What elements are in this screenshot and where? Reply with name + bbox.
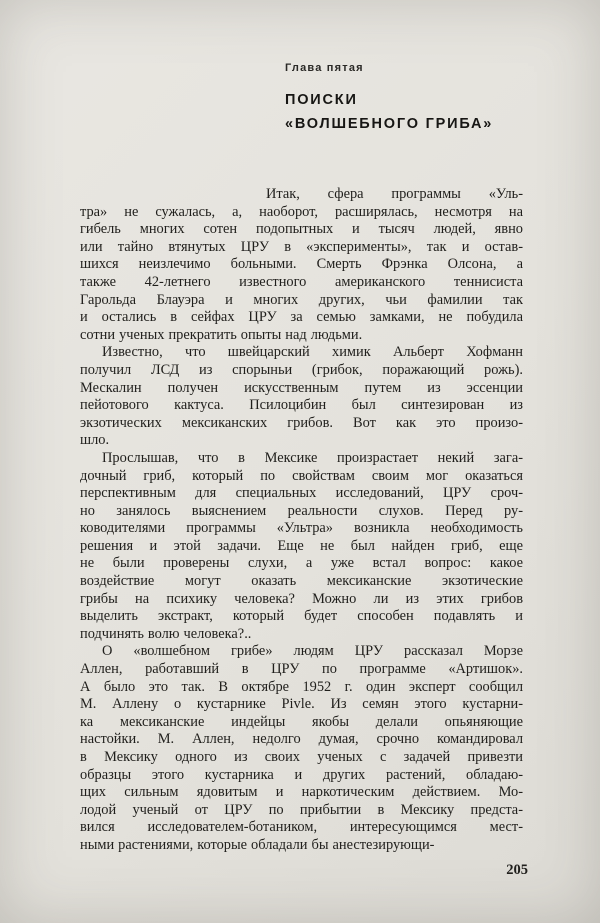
text-line: грибы на психику человека? Можно ли из этих грибов bbox=[80, 590, 523, 607]
page-number: 205 bbox=[506, 862, 528, 878]
text-line: выделить экстракт, который будет способен подавлять и bbox=[80, 608, 523, 625]
text-line: М. Аллену о кустарнике Pivle. Из семян этого кустарни- bbox=[80, 696, 523, 713]
text-line: О «волшебном грибе» людям ЦРУ рассказал Морзе bbox=[102, 643, 523, 660]
text-line: ка мексиканские индейцы якобы делали опьяняющие bbox=[80, 713, 523, 730]
text-line: Мескалин получен искусственным путем из эссенции bbox=[80, 379, 523, 396]
text-line: гибель многих сотен подопытных и тысяч людей, явно bbox=[80, 221, 523, 238]
text-line: не были проверены слухи, а уже встал вопрос: какое bbox=[80, 555, 523, 572]
text-line: щих сильным ядовитым и наркотическим действием. Мо- bbox=[80, 784, 523, 801]
text-line: перспективным для специальных исследований, ЦРУ сроч- bbox=[80, 485, 523, 502]
text-line: экзотических мексиканских грибов. Вот как это произо- bbox=[80, 414, 523, 431]
text-line: вился исследователем-ботаником, интересующимся мест- bbox=[80, 819, 523, 836]
text-line: но занялось выяснением реальности слухов. Перед ру- bbox=[80, 502, 523, 519]
text-line: воздействие могут оказать мексиканские экзотические bbox=[80, 573, 523, 590]
text-line: также 42-летнего известного американского теннисиста bbox=[80, 273, 523, 290]
text-line: А было это так. В октябре 1952 г. один эксперт сообщил bbox=[80, 678, 523, 695]
text-line: сотни ученых прекратить опыты над людьми. bbox=[80, 326, 363, 343]
chapter-title bbox=[285, 88, 493, 136]
chapter-label: Глава пятая bbox=[285, 62, 364, 74]
text-line: образцы этого кустарника и других растений, обладаю- bbox=[80, 766, 523, 783]
text-line: подчинять волю человека?.. bbox=[80, 625, 252, 642]
text-line: ными растениями, которые обладали бы анестезирующи- bbox=[80, 836, 435, 853]
text-line: настойки. М. Аллен, недолго думая, срочно командировал bbox=[80, 731, 523, 748]
text-line: шло. bbox=[80, 432, 110, 449]
text-line: пейотового кактуса. Псилоцибин был синтезирован из bbox=[80, 397, 523, 414]
text-line: ководителями программы «Ультра» возникла необходимость bbox=[80, 520, 523, 537]
text-line: тра» не сужалась, а, наоборот, расширялась, несмотря на bbox=[80, 203, 523, 220]
text-line: в Мексику одного из своих ученых с задачей привезти bbox=[80, 749, 523, 765]
chapter-title-line2: «ВОЛШЕБНОГО ГРИБА» bbox=[285, 116, 494, 132]
paragraph bbox=[80, 450, 523, 644]
text-line: и остались в сейфах ЦРУ за семью замками, не побудила bbox=[80, 309, 523, 326]
text-line: дочный гриб, который по свойствам своим мог оказаться bbox=[80, 467, 523, 484]
paragraph bbox=[80, 344, 523, 450]
text-line: решения и этой задачи. Еще не был найден гриб, еще bbox=[80, 537, 523, 554]
text-line: или тайно втянутых ЦРУ в «эксперименты», так и остав- bbox=[80, 238, 523, 255]
text-line: лодой ученый от ЦРУ по прибытии в Мексику предста- bbox=[80, 801, 523, 818]
paragraph bbox=[80, 643, 523, 854]
body-text bbox=[80, 186, 523, 855]
text-line: Гарольда Блауэра и многих других, чьи фамилии так bbox=[80, 291, 523, 308]
text-line: шихся неизлечимо больными. Смерть Фрэнка Олсона, а bbox=[80, 256, 523, 273]
text-line: Итак, сфера программы «Уль- bbox=[266, 186, 523, 202]
text-line: получил ЛСД из спорыньи (грибок, поражающий рожь). bbox=[80, 361, 523, 378]
paragraph bbox=[80, 186, 523, 344]
text-line: Известно, что швейцарский химик Альберт Хофманн bbox=[102, 344, 523, 361]
chapter-title-line1: ПОИСКИ bbox=[285, 92, 358, 108]
text-line: Прослышав, что в Мексике произрастает некий зага- bbox=[102, 449, 523, 466]
text-line: Аллен, работавший в ЦРУ по программе «Артишок». bbox=[80, 661, 523, 678]
